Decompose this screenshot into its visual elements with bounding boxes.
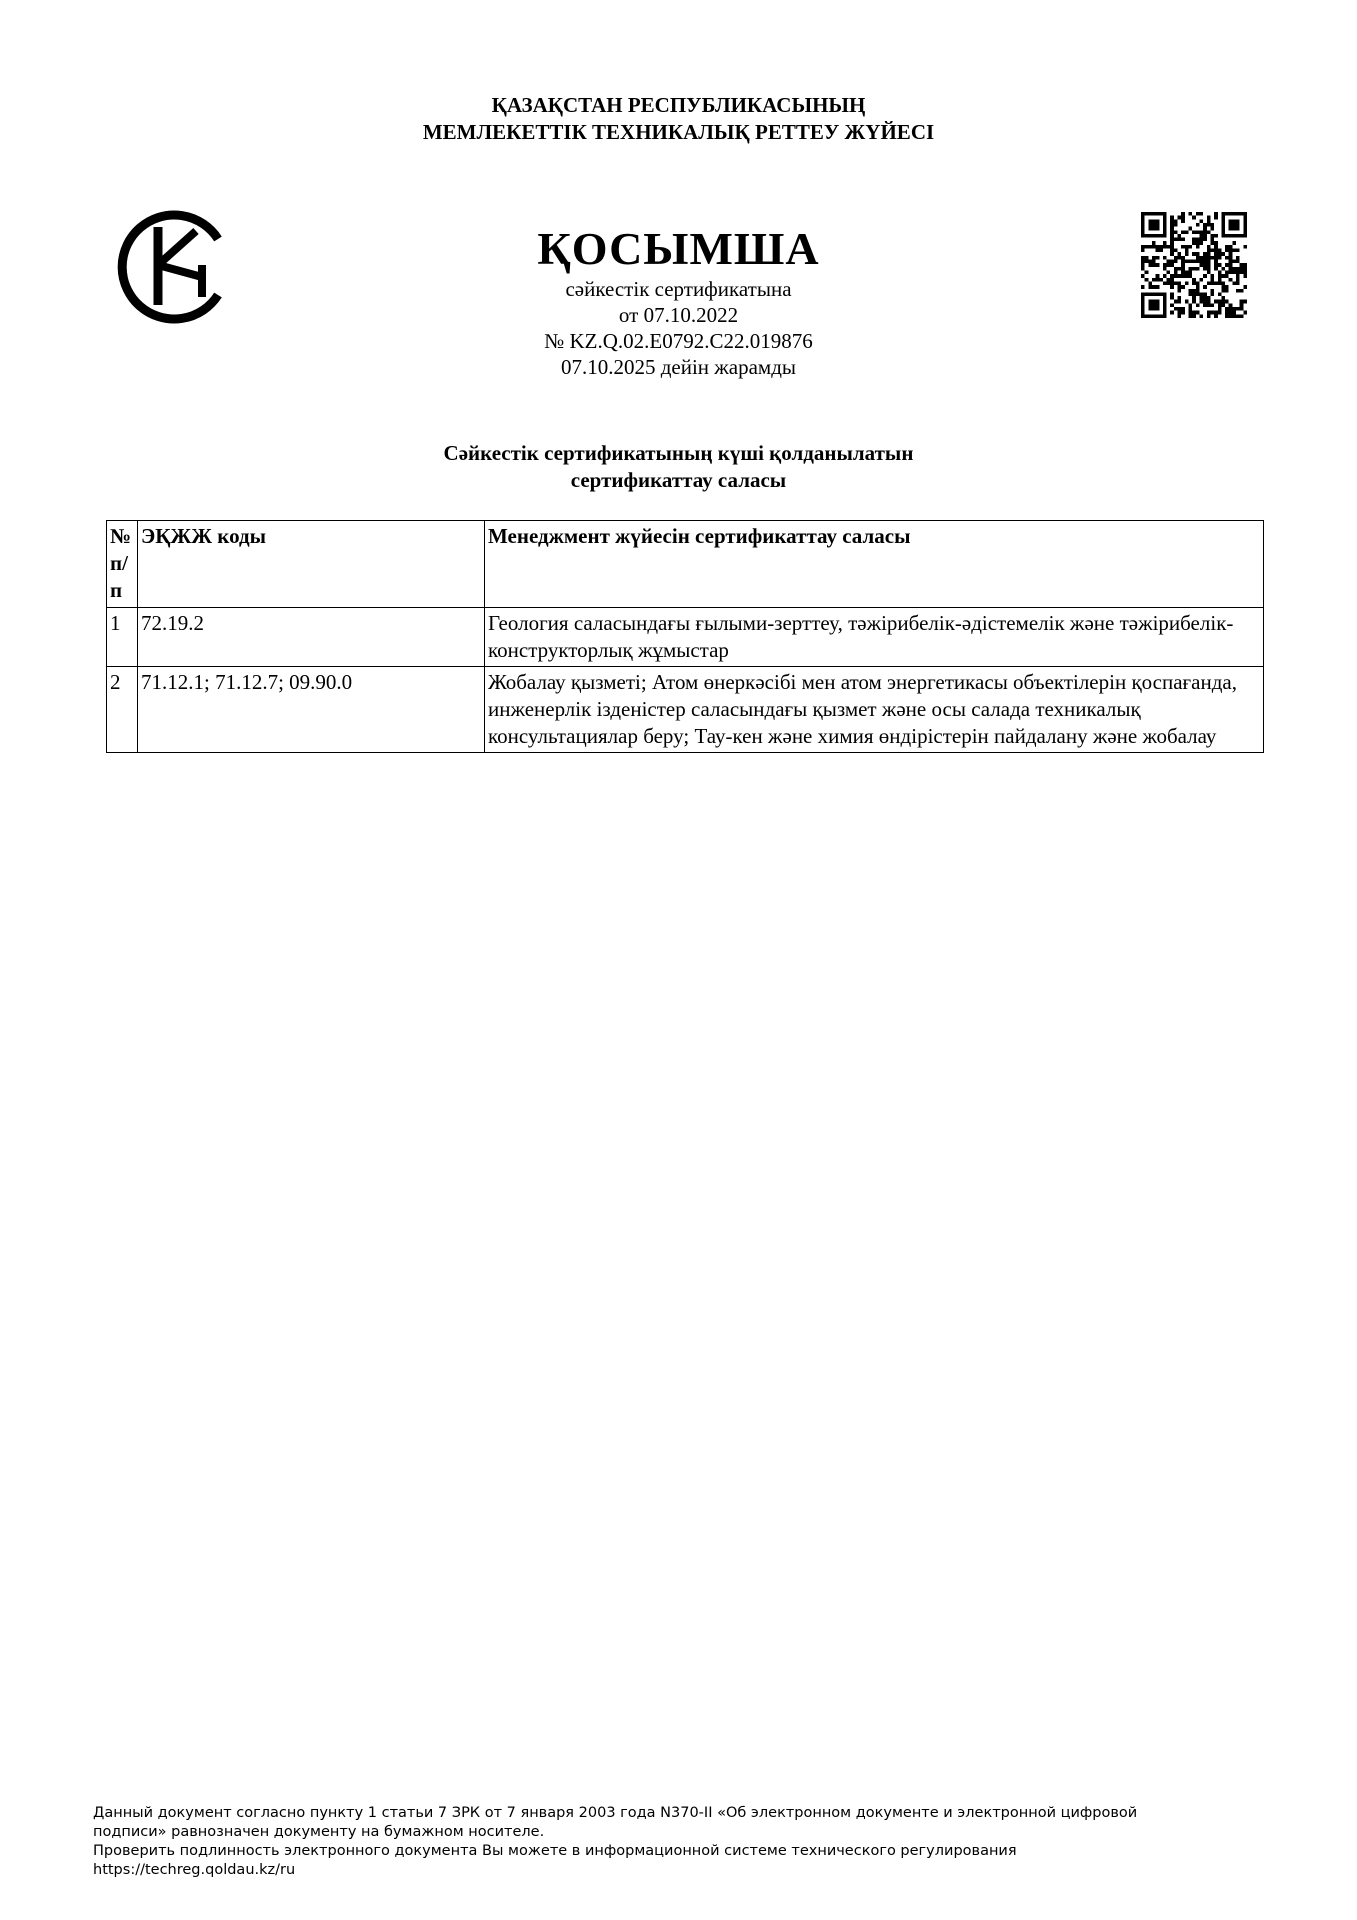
certificate-validity: 07.10.2025 дейін жарамды bbox=[560, 355, 797, 379]
certificate-number: № KZ.Q.02.E0792.C22.019876 bbox=[544, 329, 813, 353]
table-header-row bbox=[107, 521, 1264, 608]
certificate-date: от 07.10.2022 bbox=[618, 303, 739, 327]
section-title bbox=[0, 440, 1357, 494]
legal-footer bbox=[93, 1804, 1293, 1880]
header-line-1: ҚАЗАҚСТАН РЕСПУБЛИКАСЫНЫҢ bbox=[491, 93, 866, 117]
section-title-line-1: Сәйкестік сертификатының күші қолданылатын bbox=[443, 441, 914, 465]
header-code: ЭҚЖЖ коды bbox=[138, 521, 485, 608]
row-number: 2 bbox=[107, 667, 138, 753]
document-header bbox=[0, 92, 1357, 146]
document-title: ҚОСЫМША bbox=[537, 223, 820, 274]
certification-scope-table bbox=[106, 520, 1264, 753]
row-code: 71.12.1; 71.12.7; 09.90.0 bbox=[138, 667, 485, 753]
footer-line-2: подписи» равнозначен документу на бумажном носителе. bbox=[93, 1824, 545, 1840]
table-row bbox=[107, 608, 1264, 667]
footer-line-3: Проверить подлинность электронного документа Вы можете в информационной системе технического регулирования bbox=[93, 1843, 1017, 1859]
table-row bbox=[107, 667, 1264, 753]
row-scope: Жобалау қызметі; Атом өнеркәсібі мен атом энергетикасы объектілерін қоспағанда, инженерлік ізденістер саласындағы қызмет және осы салада техникалық консультациялар беру; Тау-кен және химия өндірістерін пайдалану және жобалау bbox=[485, 667, 1264, 753]
footer-line-1: Данный документ согласно пункту 1 статьи 7 ЗРК от 7 января 2003 года N370-II «Об электронном документе и электронной цифровой bbox=[93, 1805, 1138, 1821]
header-line-2: МЕМЛЕКЕТТІК ТЕХНИКАЛЫҚ РЕТТЕУ ЖҮЙЕСІ bbox=[422, 120, 935, 144]
section-title-line-2: сертификаттау саласы bbox=[570, 468, 787, 492]
title-block bbox=[0, 222, 1357, 380]
row-code: 72.19.2 bbox=[138, 608, 485, 667]
row-number: 1 bbox=[107, 608, 138, 667]
header-number: № п/п bbox=[107, 521, 138, 608]
document-subtitle: сәйкестік сертификатына bbox=[565, 277, 792, 301]
row-scope: Геология саласындағы ғылыми-зерттеу, тәжірибелік-әдістемелік және тәжірибелік-конструкторлық жұмыстар bbox=[485, 608, 1264, 667]
verification-link[interactable]: https://techreg.qoldau.kz/ru bbox=[93, 1862, 296, 1878]
header-scope: Менеджмент жүйесін сертификаттау саласы bbox=[485, 521, 1264, 608]
